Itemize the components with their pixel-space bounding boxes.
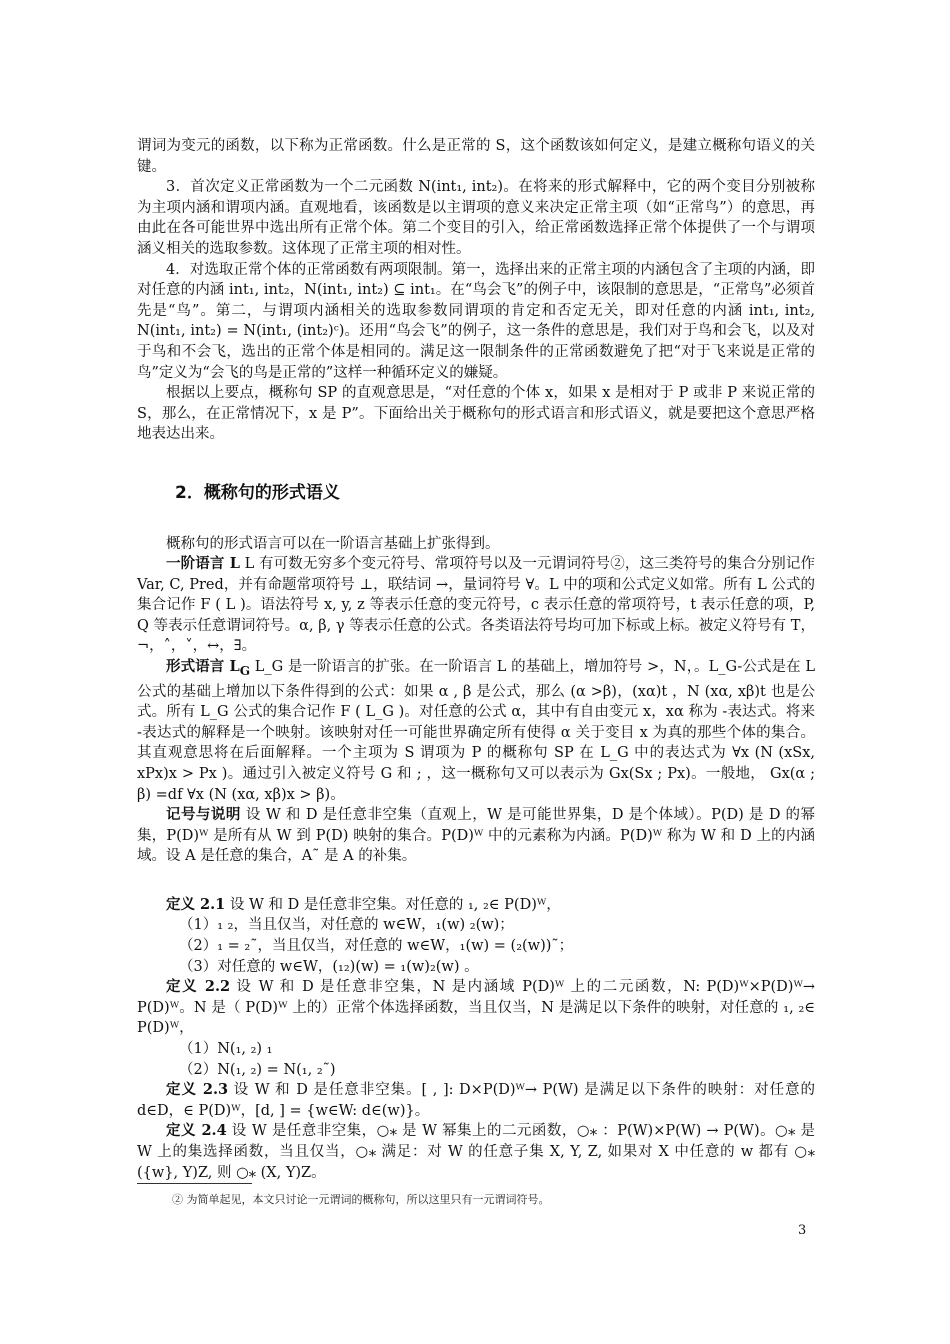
paragraph-text: 设 W 和 D 是任意非空集（直观上，W 是可能世界集，D 是个体域）。P(D) 是 D 的幂集，P(D)ᵂ 是所有从 W 到 P(D) 映射的集合。P(D)ᵂ 中的元素称为内涵。P(D)ᵂ 称为 W 和 D 上的内涵域。设 A 是任意的集合，A˜ 是 A 的补集。: [137, 807, 816, 865]
definition-text: 设 W 和 D 是任意非空集。对任意的 ₁, ₂∈ P(D)ᵂ，: [229, 896, 561, 913]
definition-label: 定义 2.3: [166, 1081, 229, 1099]
definition-text: 设 W 和 D 是任意非空集，N 是内涵域 P(D)ᵂ 上的二元函数，N: P(D)ᵂ×P(D)ᵂ→ P(D)ᵂ。N 是（ P(D)ᵂ 上的）正常个体选择函数，当且仅当，N 是满足以下条件的映射，对任意的 ₁, ₂∈ P(D)ᵂ，: [137, 979, 815, 1037]
definition-item: （1）₁ ₂，当且仅当，对任意的 w∈W，₁(w) ₂(w)；: [179, 917, 514, 934]
definition-text: 设 W 和 D 是任意非空集。[ , ]: D×P(D)ᵂ→ P(W) 是满足以下条件的映射：对任意的 d∈D，∈ P(D)ᵂ，[d, ] = {w∈W: d∈(w)}。: [137, 1082, 815, 1119]
definition-label: 定义 2.1: [166, 895, 226, 913]
paragraph: 根据以上要点，概称句 SP 的直观意思是，“对任意的个体 x，如果 x 是相对于 P 或非 P 来说正常的 S，那么，在正常情况下，x 是 P”。下面给出关于概称句的形式语言和形式语义，就是要把这个意思严格地表达出来。: [137, 385, 815, 443]
definition-item: （1）N(₁, ₂) ₁: [179, 1041, 273, 1058]
term-label: 记号与说明: [166, 806, 241, 824]
definition-label: 定义 2.2: [166, 978, 231, 996]
definition-item: （2）N(₁, ₂) = N(₁, ₂˜): [179, 1061, 336, 1078]
definition-label: 定义 2.4: [166, 1122, 227, 1140]
paragraph: 3．首次定义正常函数为一个二元函数 N(int₁, int₂)。在将来的形式解释中，它的两个变目分别被称为主项内涵和谓项内涵。直观地看，该函数是以主谓项的意义来决定正常主项（如“正常鸟”）的意思，再由此在各可能世界中选出所有正常个体。第二个变目的引入，给正常函数选择正常个体提供了一个与谓项涵义相关的选取参数。这体现了正常主项的相对性。: [137, 179, 815, 257]
definition-2-1: [137, 895, 815, 916]
paragraph-text: L 有可数无穷多个变元符号、常项符号以及一元谓词符号②，这三类符号的集合分别记作 Var, C, Pred，并有命题常项符号 ⊥，联结词 →，量词符号 ∀。L 中的项和公式定义如常。所有 L 公式的集合记作 F ( L )。语法符号 x, y, z 等表示任意的变元符号，c 表示任意的常项符号，t 表示任意的项，P, Q 等表示任意谓词符号。α, β, γ 等表示任意的公式。各类语法符号均可加下标或上标。被定义符号有 T，¬，˄，˅，↔，∃。: [137, 556, 815, 655]
definition-item: （2）₁ = ₂˜，当且仅当，对任意的 w∈W，₁(w) = (₂(w))˜；: [179, 938, 574, 955]
definition-text: 设 W 是任意非空集，○⁎ 是 W 幂集上的二元函数，○⁎ ：P(W)×P(W) → P(W)。○⁎ 是 W 上的集选择函数，当且仅当，○⁎ 满足：对 W 的任意子集 X, Y, Z, 如果对 X 中任意的 w 都有 ○⁎ ({w}, Y)Z, 则 ○⁎ (X, Y)Z。: [137, 1123, 816, 1181]
page-body: [137, 136, 815, 1183]
section-heading: 2．概称句的形式语义: [175, 482, 340, 503]
definition-item: （3）对任意的 w∈W，(₁₂)(w) = ₁(w)₂(w) 。: [179, 958, 479, 975]
term-label: 形式语言 $L_G$: [166, 658, 251, 678]
footnote: ② 为简单起见，本文只讨论一元谓词的概称句，所以这里只有一元谓词符号。: [172, 1193, 550, 1206]
intro-paragraph: 概称句的形式语言可以在一阶语言基础上扩张得到。: [166, 535, 500, 552]
first-order-language-paragraph: [137, 554, 815, 657]
paragraph-text: L_G 是一阶语言的扩张。在一阶语言 L 的基础上，增加符号 >，N，。L_G-公式是在 L 公式的基础上增加以下条件得到的公式：如果 α , β 是公式，那么 (α >β)，(xα)t ，N (xα, xβ)t 也是公式。所有 L_G 公式的集合记作 F ( L_G )。对任意的公式 α，其中有自由变元 x，xα 称为 -表达式。将来 -表达式的解释是一个映射。该映射对任一可能世界确定所有使得 α 关于变目 x 为真的那些个体的集合。其直观意思将在后面解释。一个主项为 S 谓项为 P 的概称句 SP 在 L_G 中的表达式为 ∀x (N (xSx, xPx)x > Px )。通过引入被定义符号 G 和 ; ，这一概称句又可以表示为 Gx(Sx ; Px)。一般地， Gx(α ; β) =df ∀x (N (xα, xβ)x > β)。: [137, 659, 816, 803]
notation-paragraph: [137, 805, 815, 867]
page-number: 3: [798, 1223, 807, 1238]
paragraph: 谓词为变元的函数，以下称为正常函数。什么是正常的 S，这个函数该如何定义，是建立概称句语义的关键。: [137, 138, 815, 175]
paragraph: 4．对选取正常个体的正常函数有两项限制。第一，选择出来的正常主项的内涵包含了主项的内涵，即对任意的内涵 int₁, int₂，N(int₁, int₂) ⊆ int₁。在“鸟会飞”的例子中，该限制的意思是，“正常鸟”必须首先是“鸟”。第二，与谓项内涵相关的选取参数同谓项的肯定和否定无关，即对任意的内涵 int₁, int₂, N(int₁, int₂) = N(int₁, (int₂)ᶜ)。还用“鸟会飞”的例子，这一条件的意思是，我们对于鸟和会飞，以及对于鸟和不会飞，选出的正常个体是相同的。满足这一限制条件的正常函数避免了把“对于飞来说是正常的鸟”定义为“会飞的鸟是正常的”这样一种循环定义的嫌疑。: [137, 261, 815, 381]
term-label: 一阶语言 L: [166, 555, 240, 573]
definition-2-4: [137, 1121, 815, 1183]
formal-language-paragraph: [137, 657, 815, 805]
definition-2-3: [137, 1080, 815, 1121]
footnote-divider: [137, 1183, 252, 1184]
definition-2-2: [137, 977, 815, 1039]
